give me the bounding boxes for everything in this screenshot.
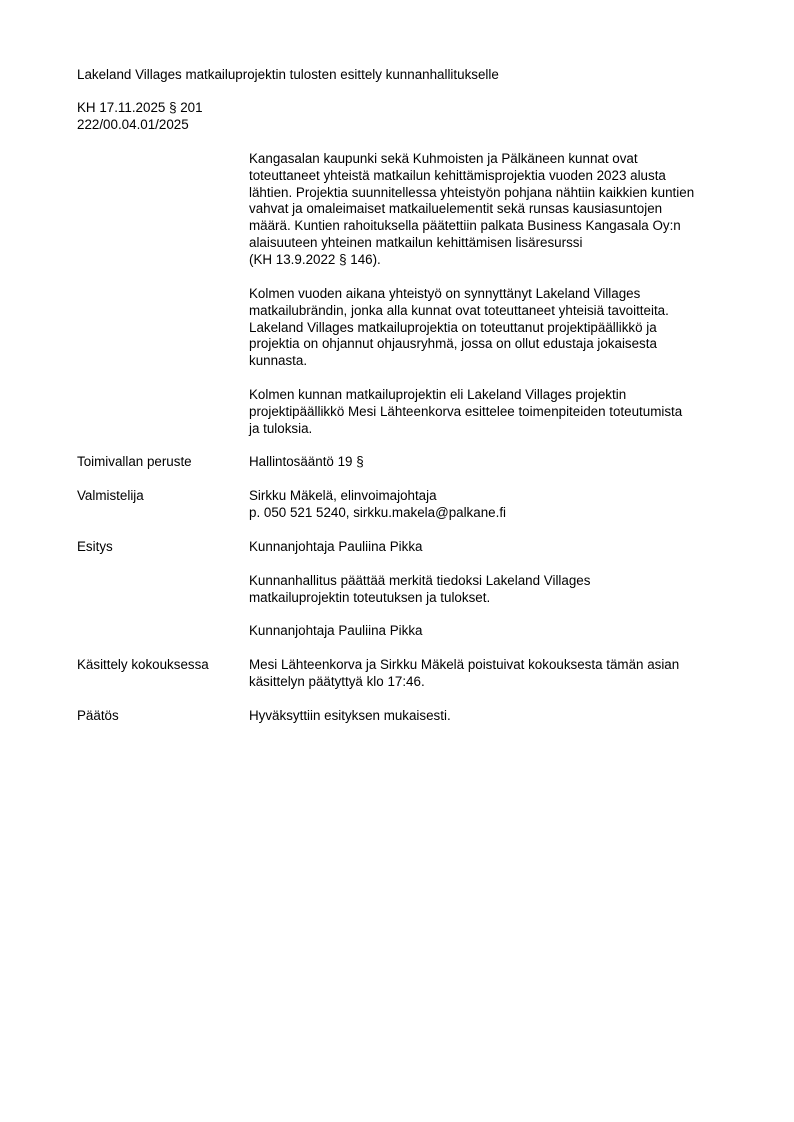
paragraph-line: matkailuprojektin toteutuksen ja tulokset. xyxy=(249,589,491,605)
paragraph-line: projektipäällikkö Mesi Lähteenkorva esittelee toimenpiteiden toteutumista xyxy=(249,403,683,419)
paragraph-line: lähtien. Projektia suunnitellessa yhteistyön pohjana nähtiin kaikkien kuntien xyxy=(249,184,695,200)
paragraph-line: Hallintosääntö 19 § xyxy=(249,454,364,469)
paragraph-line: toteuttaneet yhteistä matkailun kehittämisprojektia vuoden 2023 alusta xyxy=(249,167,666,183)
paragraph-line: kunnasta. xyxy=(249,353,308,369)
paragraph-line: Kangasalan kaupunki sekä Kuhmoisten ja Pälkäneen kunnat ovat xyxy=(249,151,638,166)
authority-basis-text xyxy=(249,454,749,471)
paragraph-line: Lakeland Villages matkailuprojektia on toteuttanut projektipäällikkö ja xyxy=(249,319,657,335)
paragraph-line: (KH 13.9.2022 § 146). xyxy=(249,251,381,267)
section-label-authority-basis: Toimivallan peruste xyxy=(77,454,192,469)
preparer-text xyxy=(249,488,749,522)
preparer-contact: p. 050 521 5240, sirkku.makela@palkane.fi xyxy=(249,504,507,520)
meeting-handling-text xyxy=(249,657,749,691)
paragraph-line: Hyväksyttiin esityksen mukaisesti. xyxy=(249,708,451,723)
paragraph-line: määrä. Kuntien rahoituksella päätettiin palkata Business Kangasala Oy:n xyxy=(249,218,681,234)
document-meta xyxy=(77,100,203,134)
paragraph-line: Kunnanhallitus päättää merkitä tiedoksi Lakeland Villages xyxy=(249,573,591,588)
paragraph-line: alaisuuteen yhteinen matkailun kehittämisen lisäresurssi xyxy=(249,234,583,250)
proposal-presenter-repeat xyxy=(249,623,749,640)
paragraph-line: projektia on ohjannut ohjausryhmä, jossa on ollut edustaja jokaisesta xyxy=(249,336,657,352)
paragraph-line: ja tuloksia. xyxy=(249,420,313,436)
section-label-decision: Päätös xyxy=(77,708,119,723)
intro-paragraph-3 xyxy=(249,387,749,437)
case-number: 222/00.04.01/2025 xyxy=(77,116,189,132)
intro-paragraph-2 xyxy=(249,286,749,370)
section-label-preparer: Valmistelija xyxy=(77,488,144,503)
document-title: Lakeland Villages matkailuprojektin tulosten esittely kunnanhallitukselle xyxy=(77,67,499,82)
preparer-name: Sirkku Mäkelä, elinvoimajohtaja xyxy=(249,488,437,503)
paragraph-line: Kolmen kunnan matkailuprojektin eli Lakeland Villages projektin xyxy=(249,387,627,402)
paragraph-line: Kunnanjohtaja Pauliina Pikka xyxy=(249,623,423,638)
paragraph-line: Kolmen vuoden aikana yhteistyö on synnyttänyt Lakeland Villages xyxy=(249,286,641,301)
section-label-meeting-handling: Käsittely kokouksessa xyxy=(77,657,209,672)
paragraph-line: vahvat ja omaleimaiset matkailuelementit sekä runsas kausiasuntojen xyxy=(249,201,663,217)
paragraph-line: Mesi Lähteenkorva ja Sirkku Mäkelä poistuivat kokouksesta tämän asian xyxy=(249,657,680,672)
intro-paragraph-1 xyxy=(249,151,749,269)
decision-text xyxy=(249,708,749,725)
paragraph-line: Kunnanjohtaja Pauliina Pikka xyxy=(249,539,423,554)
meeting-reference: KH 17.11.2025 § 201 xyxy=(77,100,203,115)
paragraph-line: matkailubrändin, jonka alla kunnat ovat toteuttaneet yhteisiä tavoitteita. xyxy=(249,302,669,318)
proposal-text xyxy=(249,573,749,607)
proposal-presenter xyxy=(249,539,749,556)
section-label-proposal: Esitys xyxy=(77,539,113,554)
paragraph-line: käsittelyn päätyttyä klo 17:46. xyxy=(249,673,425,689)
